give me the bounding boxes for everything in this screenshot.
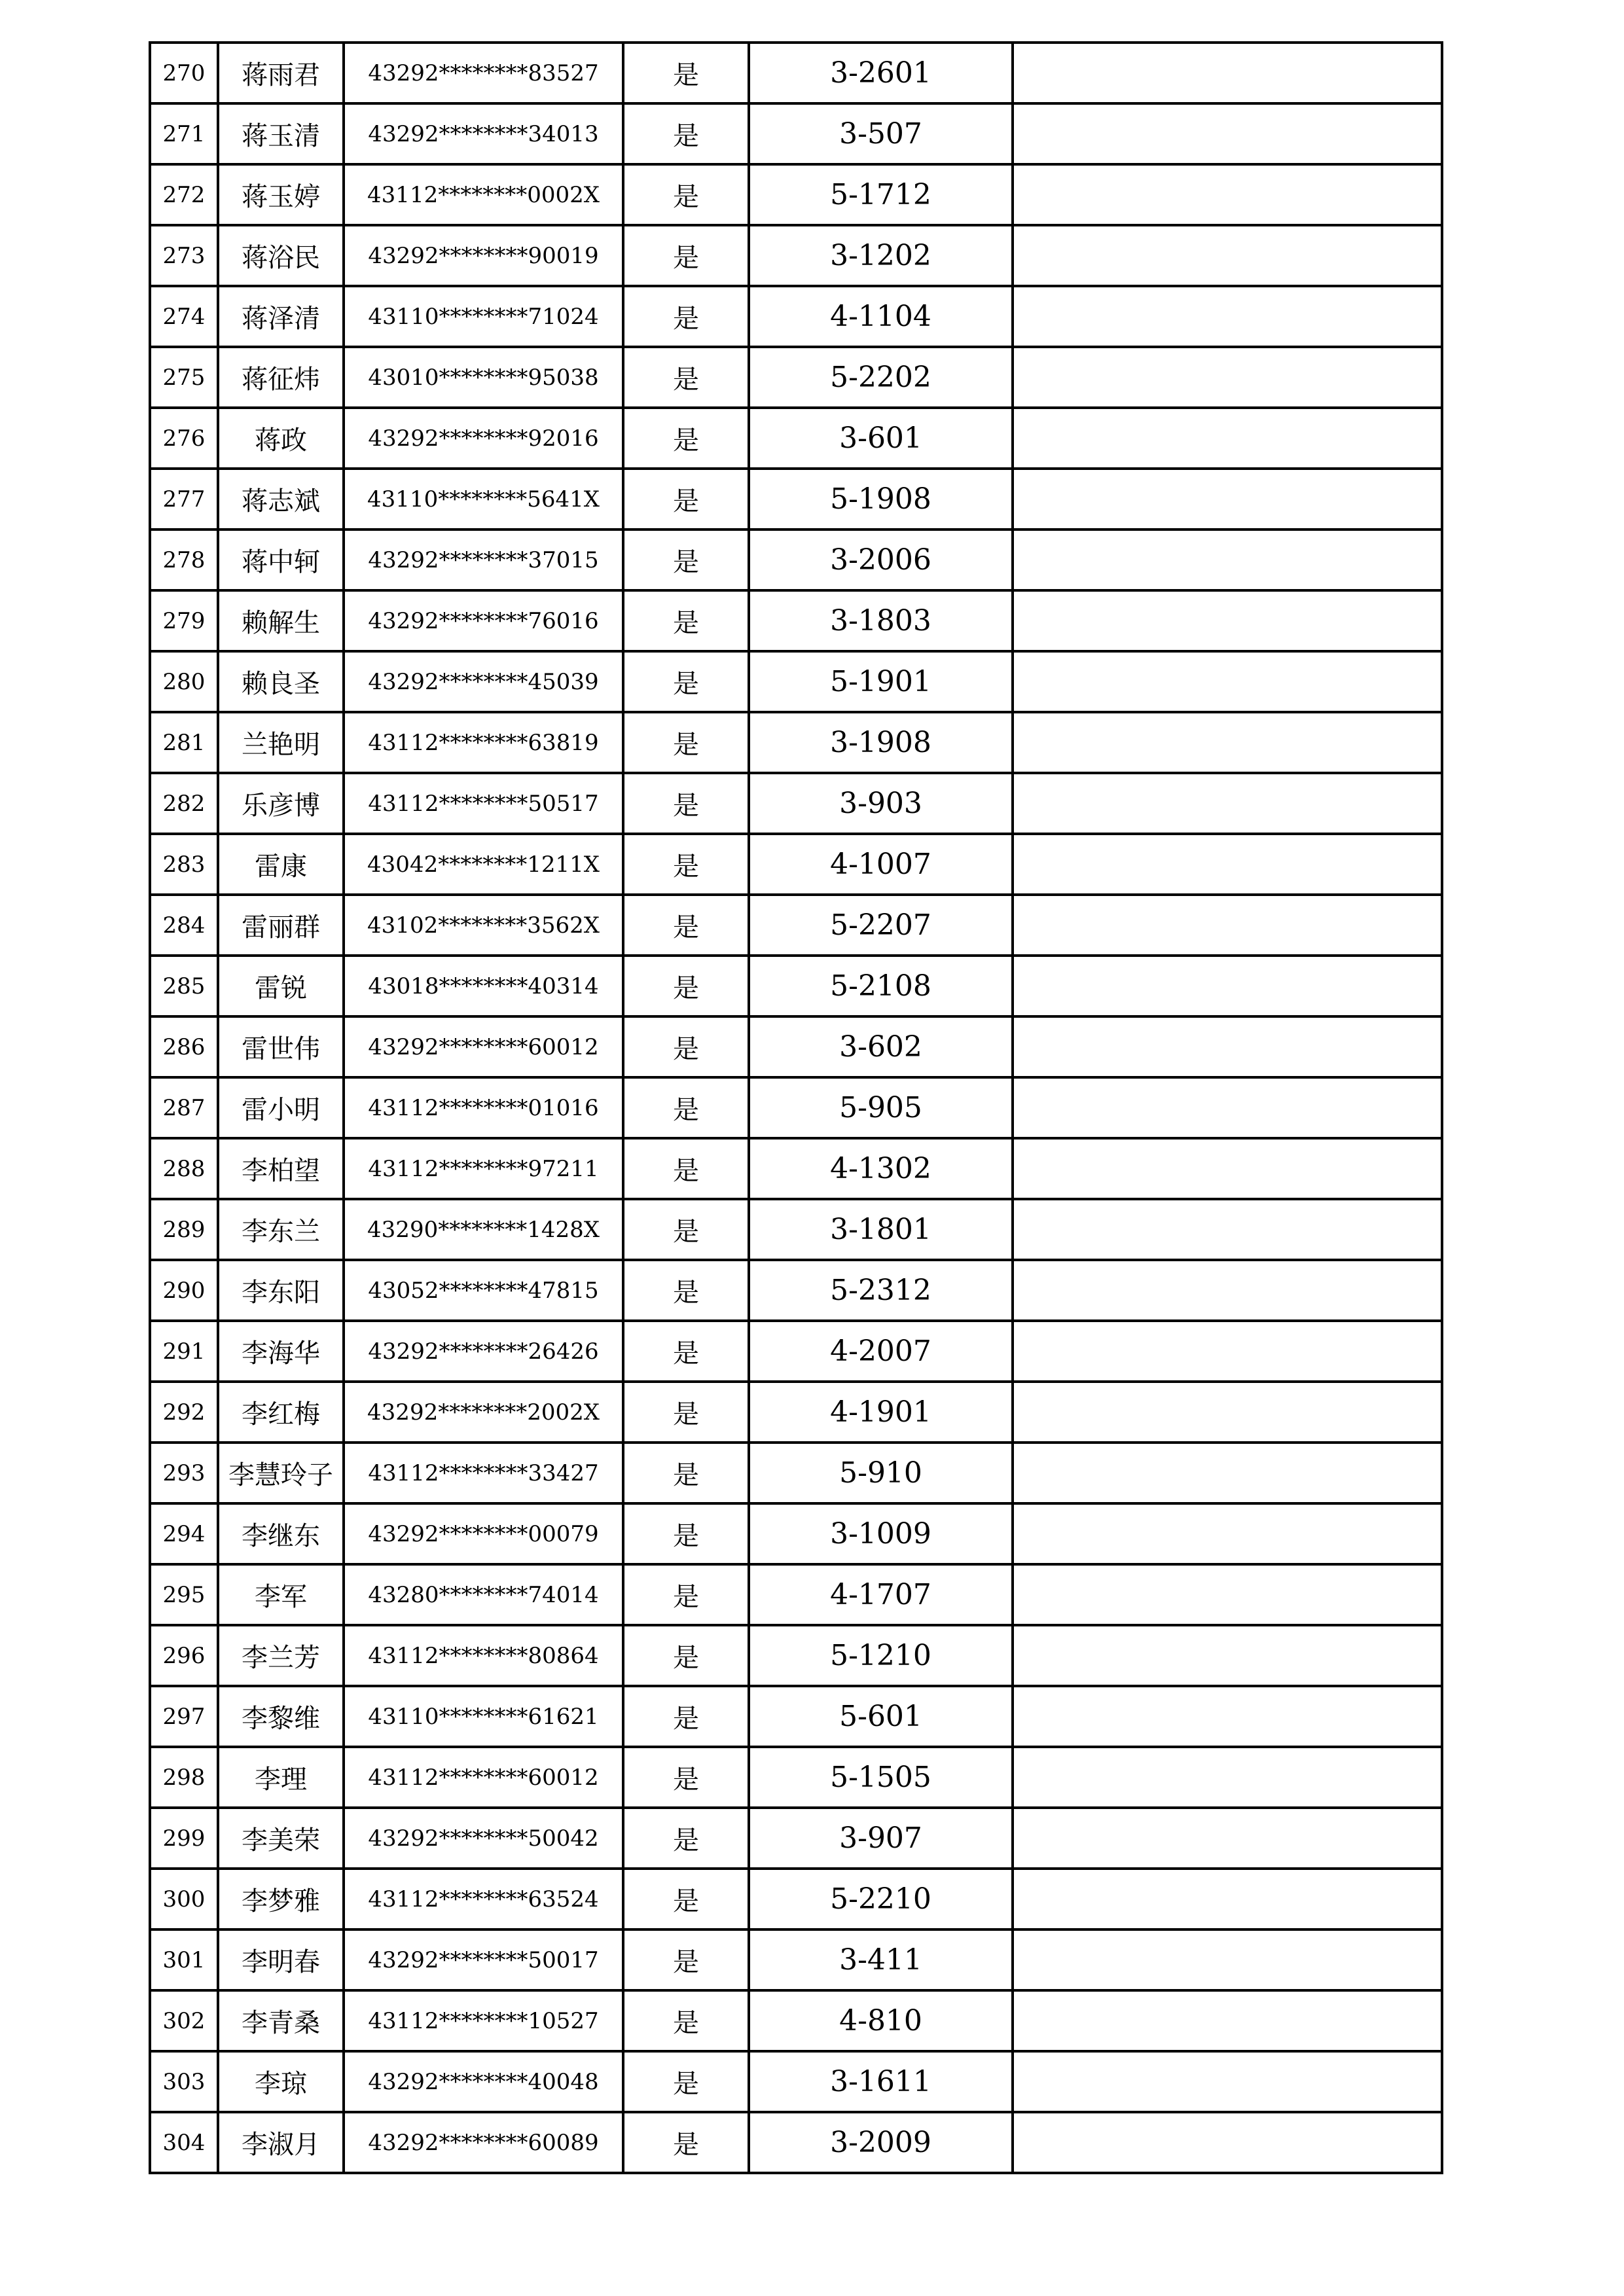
- room-number: 5-2207: [749, 895, 1013, 956]
- remarks-cell: [1013, 1808, 1442, 1869]
- row-number: 291: [150, 1321, 218, 1382]
- remarks-cell: [1013, 529, 1442, 590]
- remarks-cell: [1013, 834, 1442, 895]
- table-row: [150, 1443, 1442, 1503]
- remarks-cell: [1013, 347, 1442, 408]
- person-name: 蒋志斌: [218, 469, 344, 529]
- row-number: 287: [150, 1077, 218, 1138]
- id-number: 43292********50042: [344, 1808, 623, 1869]
- remarks-cell: [1013, 408, 1442, 469]
- room-number: 5-2108: [749, 956, 1013, 1016]
- id-number: 43112********60012: [344, 1747, 623, 1808]
- table-row: [150, 956, 1442, 1016]
- person-name: 李明春: [218, 1929, 344, 1990]
- table-row: [150, 1016, 1442, 1077]
- person-name: 蒋中轲: [218, 529, 344, 590]
- id-number: 43112********50517: [344, 773, 623, 834]
- person-name: 李海华: [218, 1321, 344, 1382]
- row-number: 277: [150, 469, 218, 529]
- row-number: 279: [150, 590, 218, 651]
- room-number: 3-507: [749, 103, 1013, 164]
- room-number: 5-2202: [749, 347, 1013, 408]
- table-row: [150, 1260, 1442, 1321]
- id-number: 43018********40314: [344, 956, 623, 1016]
- room-number: 3-1801: [749, 1199, 1013, 1260]
- person-name: 李青桑: [218, 1990, 344, 2051]
- person-name: 李军: [218, 1564, 344, 1625]
- status-flag: 是: [623, 1260, 749, 1321]
- table-row: [150, 1808, 1442, 1869]
- id-number: 43110********5641X: [344, 469, 623, 529]
- person-name: 雷康: [218, 834, 344, 895]
- status-flag: 是: [623, 712, 749, 773]
- remarks-cell: [1013, 1016, 1442, 1077]
- person-name: 雷世伟: [218, 1016, 344, 1077]
- id-number: 43110********61621: [344, 1686, 623, 1747]
- status-flag: 是: [623, 1564, 749, 1625]
- table-row: [150, 1686, 1442, 1747]
- status-flag: 是: [623, 1382, 749, 1443]
- id-number: 43290********1428X: [344, 1199, 623, 1260]
- remarks-cell: [1013, 590, 1442, 651]
- row-number: 300: [150, 1869, 218, 1929]
- row-number: 304: [150, 2112, 218, 2173]
- row-number: 280: [150, 651, 218, 712]
- room-number: 3-903: [749, 773, 1013, 834]
- table-row: [150, 1747, 1442, 1808]
- table-row: [150, 469, 1442, 529]
- row-number: 297: [150, 1686, 218, 1747]
- person-name: 雷小明: [218, 1077, 344, 1138]
- person-name: 赖解生: [218, 590, 344, 651]
- remarks-cell: [1013, 2051, 1442, 2112]
- id-number: 43112********01016: [344, 1077, 623, 1138]
- id-number: 43280********74014: [344, 1564, 623, 1625]
- status-flag: 是: [623, 1077, 749, 1138]
- row-number: 284: [150, 895, 218, 956]
- table-row: [150, 1990, 1442, 2051]
- status-flag: 是: [623, 895, 749, 956]
- person-name: 李继东: [218, 1503, 344, 1564]
- table-row: [150, 529, 1442, 590]
- room-number: 3-2009: [749, 2112, 1013, 2173]
- id-number: 43052********47815: [344, 1260, 623, 1321]
- remarks-cell: [1013, 1382, 1442, 1443]
- status-flag: 是: [623, 347, 749, 408]
- remarks-cell: [1013, 1138, 1442, 1199]
- table-row: [150, 834, 1442, 895]
- remarks-cell: [1013, 651, 1442, 712]
- row-number: 273: [150, 225, 218, 286]
- person-name: 蒋浴民: [218, 225, 344, 286]
- id-number: 43112********80864: [344, 1625, 623, 1686]
- person-name: 李兰芳: [218, 1625, 344, 1686]
- status-flag: 是: [623, 2051, 749, 2112]
- row-number: 299: [150, 1808, 218, 1869]
- id-number: 43292********2002X: [344, 1382, 623, 1443]
- status-flag: 是: [623, 1929, 749, 1990]
- id-number: 43292********26426: [344, 1321, 623, 1382]
- status-flag: 是: [623, 1138, 749, 1199]
- person-name: 蒋泽清: [218, 286, 344, 347]
- room-number: 4-2007: [749, 1321, 1013, 1382]
- status-flag: 是: [623, 590, 749, 651]
- table-row: [150, 590, 1442, 651]
- remarks-cell: [1013, 2112, 1442, 2173]
- room-number: 5-1210: [749, 1625, 1013, 1686]
- id-number: 43292********60089: [344, 2112, 623, 2173]
- status-flag: 是: [623, 773, 749, 834]
- remarks-cell: [1013, 1199, 1442, 1260]
- table-row: [150, 2051, 1442, 2112]
- status-flag: 是: [623, 1869, 749, 1929]
- roster-table: [149, 41, 1443, 2174]
- person-name: 李淑月: [218, 2112, 344, 2173]
- remarks-cell: [1013, 1321, 1442, 1382]
- roster-table-body: [150, 43, 1442, 2173]
- id-number: 43102********3562X: [344, 895, 623, 956]
- person-name: 蒋政: [218, 408, 344, 469]
- id-number: 43112********10527: [344, 1990, 623, 2051]
- table-row: [150, 1503, 1442, 1564]
- row-number: 271: [150, 103, 218, 164]
- table-row: [150, 164, 1442, 225]
- row-number: 272: [150, 164, 218, 225]
- remarks-cell: [1013, 103, 1442, 164]
- id-number: 43112********63524: [344, 1869, 623, 1929]
- remarks-cell: [1013, 1503, 1442, 1564]
- status-flag: 是: [623, 286, 749, 347]
- id-number: 43112********0002X: [344, 164, 623, 225]
- room-number: 3-602: [749, 1016, 1013, 1077]
- person-name: 李理: [218, 1747, 344, 1808]
- row-number: 303: [150, 2051, 218, 2112]
- remarks-cell: [1013, 1869, 1442, 1929]
- table-row: [150, 1564, 1442, 1625]
- row-number: 278: [150, 529, 218, 590]
- status-flag: 是: [623, 2112, 749, 2173]
- table-row: [150, 651, 1442, 712]
- status-flag: 是: [623, 469, 749, 529]
- id-number: 43292********90019: [344, 225, 623, 286]
- status-flag: 是: [623, 1747, 749, 1808]
- status-flag: 是: [623, 164, 749, 225]
- id-number: 43112********97211: [344, 1138, 623, 1199]
- id-number: 43292********00079: [344, 1503, 623, 1564]
- remarks-cell: [1013, 1990, 1442, 2051]
- status-flag: 是: [623, 1990, 749, 2051]
- person-name: 李东兰: [218, 1199, 344, 1260]
- id-number: 43292********76016: [344, 590, 623, 651]
- person-name: 乐彦博: [218, 773, 344, 834]
- person-name: 李美荣: [218, 1808, 344, 1869]
- room-number: 3-2601: [749, 43, 1013, 103]
- table-row: [150, 286, 1442, 347]
- table-row: [150, 1138, 1442, 1199]
- id-number: 43292********37015: [344, 529, 623, 590]
- person-name: 李红梅: [218, 1382, 344, 1443]
- remarks-cell: [1013, 1747, 1442, 1808]
- row-number: 289: [150, 1199, 218, 1260]
- status-flag: 是: [623, 103, 749, 164]
- row-number: 292: [150, 1382, 218, 1443]
- row-number: 285: [150, 956, 218, 1016]
- room-number: 3-1009: [749, 1503, 1013, 1564]
- room-number: 3-601: [749, 408, 1013, 469]
- row-number: 294: [150, 1503, 218, 1564]
- status-flag: 是: [623, 1443, 749, 1503]
- room-number: 3-907: [749, 1808, 1013, 1869]
- table-row: [150, 1199, 1442, 1260]
- remarks-cell: [1013, 164, 1442, 225]
- id-number: 43292********34013: [344, 103, 623, 164]
- room-number: 4-1707: [749, 1564, 1013, 1625]
- row-number: 296: [150, 1625, 218, 1686]
- row-number: 282: [150, 773, 218, 834]
- row-number: 298: [150, 1747, 218, 1808]
- status-flag: 是: [623, 1016, 749, 1077]
- status-flag: 是: [623, 408, 749, 469]
- room-number: 3-1803: [749, 590, 1013, 651]
- id-number: 43292********60012: [344, 1016, 623, 1077]
- table-row: [150, 225, 1442, 286]
- person-name: 蒋玉婷: [218, 164, 344, 225]
- remarks-cell: [1013, 1929, 1442, 1990]
- remarks-cell: [1013, 1077, 1442, 1138]
- person-name: 蒋雨君: [218, 43, 344, 103]
- id-number: 43292********45039: [344, 651, 623, 712]
- person-name: 李慧玲子: [218, 1443, 344, 1503]
- room-number: 5-905: [749, 1077, 1013, 1138]
- room-number: 5-2210: [749, 1869, 1013, 1929]
- table-row: [150, 773, 1442, 834]
- status-flag: 是: [623, 1625, 749, 1686]
- table-row: [150, 1869, 1442, 1929]
- table-row: [150, 43, 1442, 103]
- person-name: 雷锐: [218, 956, 344, 1016]
- room-number: 4-1007: [749, 834, 1013, 895]
- remarks-cell: [1013, 773, 1442, 834]
- table-row: [150, 1625, 1442, 1686]
- status-flag: 是: [623, 1686, 749, 1747]
- row-number: 293: [150, 1443, 218, 1503]
- status-flag: 是: [623, 1808, 749, 1869]
- status-flag: 是: [623, 1503, 749, 1564]
- table-row: [150, 1382, 1442, 1443]
- table-row: [150, 712, 1442, 773]
- room-number: 4-810: [749, 1990, 1013, 2051]
- status-flag: 是: [623, 1199, 749, 1260]
- row-number: 283: [150, 834, 218, 895]
- id-number: 43112********63819: [344, 712, 623, 773]
- room-number: 3-1202: [749, 225, 1013, 286]
- status-flag: 是: [623, 225, 749, 286]
- person-name: 李梦雅: [218, 1869, 344, 1929]
- person-name: 李琼: [218, 2051, 344, 2112]
- person-name: 赖良圣: [218, 651, 344, 712]
- room-number: 5-1901: [749, 651, 1013, 712]
- remarks-cell: [1013, 286, 1442, 347]
- row-number: 276: [150, 408, 218, 469]
- remarks-cell: [1013, 469, 1442, 529]
- remarks-cell: [1013, 1686, 1442, 1747]
- id-number: 43292********83527: [344, 43, 623, 103]
- table-row: [150, 2112, 1442, 2173]
- table-row: [150, 103, 1442, 164]
- remarks-cell: [1013, 1564, 1442, 1625]
- row-number: 295: [150, 1564, 218, 1625]
- table-row: [150, 1321, 1442, 1382]
- row-number: 281: [150, 712, 218, 773]
- status-flag: 是: [623, 529, 749, 590]
- row-number: 288: [150, 1138, 218, 1199]
- id-number: 43110********71024: [344, 286, 623, 347]
- table-row: [150, 408, 1442, 469]
- person-name: 李东阳: [218, 1260, 344, 1321]
- person-name: 兰艳明: [218, 712, 344, 773]
- remarks-cell: [1013, 1260, 1442, 1321]
- status-flag: 是: [623, 834, 749, 895]
- person-name: 蒋征炜: [218, 347, 344, 408]
- remarks-cell: [1013, 1625, 1442, 1686]
- row-number: 270: [150, 43, 218, 103]
- room-number: 5-910: [749, 1443, 1013, 1503]
- status-flag: 是: [623, 956, 749, 1016]
- remarks-cell: [1013, 1443, 1442, 1503]
- room-number: 4-1901: [749, 1382, 1013, 1443]
- table-row: [150, 895, 1442, 956]
- remarks-cell: [1013, 43, 1442, 103]
- status-flag: 是: [623, 651, 749, 712]
- id-number: 43112********33427: [344, 1443, 623, 1503]
- id-number: 43292********92016: [344, 408, 623, 469]
- room-number: 3-1908: [749, 712, 1013, 773]
- room-number: 5-1712: [749, 164, 1013, 225]
- room-number: 3-411: [749, 1929, 1013, 1990]
- remarks-cell: [1013, 956, 1442, 1016]
- room-number: 4-1302: [749, 1138, 1013, 1199]
- room-number: 5-1908: [749, 469, 1013, 529]
- status-flag: 是: [623, 1321, 749, 1382]
- room-number: 4-1104: [749, 286, 1013, 347]
- table-row: [150, 347, 1442, 408]
- id-number: 43292********40048: [344, 2051, 623, 2112]
- room-number: 3-1611: [749, 2051, 1013, 2112]
- id-number: 43042********1211X: [344, 834, 623, 895]
- row-number: 286: [150, 1016, 218, 1077]
- room-number: 5-601: [749, 1686, 1013, 1747]
- row-number: 275: [150, 347, 218, 408]
- row-number: 274: [150, 286, 218, 347]
- person-name: 雷丽群: [218, 895, 344, 956]
- id-number: 43010********95038: [344, 347, 623, 408]
- person-name: 蒋玉清: [218, 103, 344, 164]
- remarks-cell: [1013, 895, 1442, 956]
- id-number: 43292********50017: [344, 1929, 623, 1990]
- row-number: 290: [150, 1260, 218, 1321]
- table-row: [150, 1077, 1442, 1138]
- status-flag: 是: [623, 43, 749, 103]
- room-number: 3-2006: [749, 529, 1013, 590]
- room-number: 5-2312: [749, 1260, 1013, 1321]
- person-name: 李黎维: [218, 1686, 344, 1747]
- remarks-cell: [1013, 225, 1442, 286]
- table-row: [150, 1929, 1442, 1990]
- room-number: 5-1505: [749, 1747, 1013, 1808]
- row-number: 302: [150, 1990, 218, 2051]
- row-number: 301: [150, 1929, 218, 1990]
- person-name: 李柏望: [218, 1138, 344, 1199]
- remarks-cell: [1013, 712, 1442, 773]
